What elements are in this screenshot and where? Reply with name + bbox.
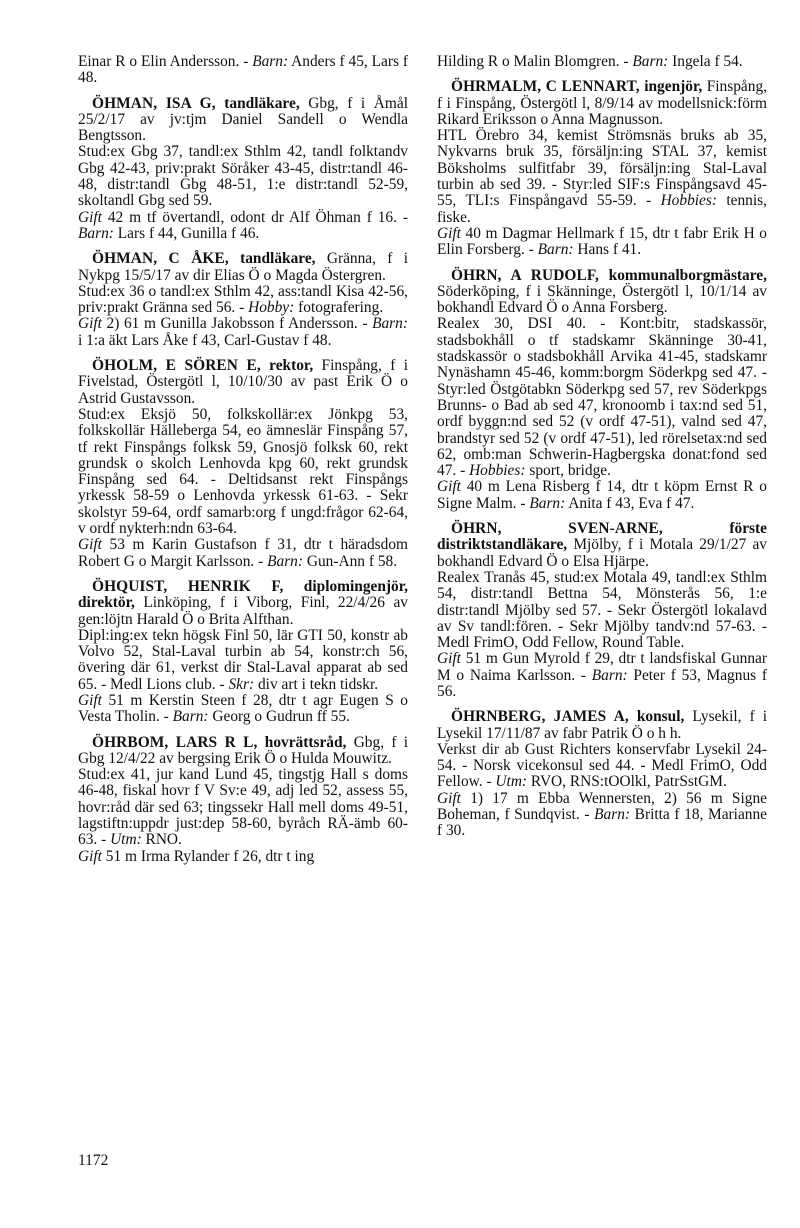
entry-intro: Mjölby, f i Motala 29/1/27 av bokhandl Edvard Ö o Elsa Hjärpe. xyxy=(437,536,767,570)
entry-intro: Gbg, f i Gbg 12/4/22 av bergsing Erik Ö o Hulda Mouwitz. xyxy=(78,733,408,767)
entry-heading xyxy=(78,358,408,407)
barn-text: Anders f 45, Lars f 48. xyxy=(78,53,408,87)
entry-heading xyxy=(437,79,767,128)
entry-title: förste distriktstandläkare, xyxy=(437,520,767,554)
entry-intro: Söderköping, f i Skänninge, Östergötl l, 10/1/14 av bokhandl Edvard Ö o Anna Forsberg. xyxy=(437,282,767,317)
entry-family xyxy=(78,849,408,865)
barn-label: Barn: xyxy=(591,666,628,684)
hobby-text: tennis, fiske. xyxy=(437,192,767,226)
gift-label: Gift xyxy=(78,847,102,865)
entry-intro: Finspång, f i Fivelstad, Östergötl l, 10/10/30 av past Erik Ö o Astrid Gustavsson. xyxy=(78,357,408,407)
entry-heading xyxy=(78,251,408,284)
entry-career: Stud:ex Eksjö 50, folkskollär:ex Jönkpg 53, folkskollär Hälleberga 54, eo ämneslär Finspång 57, tf rekt Finspångs folksk 59, Gnosjö folksk 60, rekt grundsk o skolch Lenhovda kpg 60, rekt grundsk Finspång sed 64. - Deltidsanst rekt Finspångs yrkessk 58-59 o Lenhovda yrkessk 61-63. - Sekr skolstyr 59-64, ordf samarb:org f ungd:frågor 62-64, v ordf nykterh:ndn 63-64. xyxy=(78,405,408,538)
barn-text: Peter f 53, Magnus f 56. xyxy=(437,666,767,700)
entry-intro: Lysekil, f i Lysekil 17/11/87 av fabr Patrik Ö o h h. xyxy=(437,708,768,742)
entry-career xyxy=(78,628,408,693)
entry-ohrnberg xyxy=(437,709,767,839)
entry-name: ÖHMAN, C ÅKE, xyxy=(92,250,229,268)
hobby-label: Hobbies: xyxy=(660,192,717,210)
barn-text: Gun-Ann f 58. xyxy=(303,552,398,570)
skr-text: div art i tekn tidskr. xyxy=(254,675,379,693)
entry-intro: Linköping, f i Viborg, Finl, 22/4/26 av gen:löjtn Harald Ö o Brita Alfthan. xyxy=(78,594,408,628)
entry-ohman-ake xyxy=(78,251,408,349)
entry-heading xyxy=(78,579,408,628)
gift-text: 53 m Karin Gustafson f 31, dtr t häradsdom Robert G o Margit Karlsson. - xyxy=(78,536,408,570)
hobby-text: fotografering. xyxy=(294,299,384,317)
gift-text: 51 m Irma Rylander f 26, dtr t ing xyxy=(101,847,315,865)
barn-label: Barn: xyxy=(529,494,566,512)
gift-text: 51 m Kerstin Steen f 28, dtr t agr Eugen S o Vesta Tholin. - xyxy=(78,691,408,726)
entry-family xyxy=(437,479,767,512)
gift-text: 2) 61 m Gunilla Jakobsson f Andersson. - xyxy=(101,315,373,333)
barn-text: Georg o Gudrun ff 55. xyxy=(208,708,350,726)
entry-family xyxy=(78,316,408,349)
entry-name: ÖHRN, A RUDOLF, xyxy=(451,266,599,284)
entry-career xyxy=(437,742,767,791)
barn-label: Barn: xyxy=(537,241,574,259)
entry-heading xyxy=(437,521,767,570)
entry-title: kommunalborgmästare, xyxy=(598,266,767,284)
gift-label: Gift xyxy=(437,789,461,807)
entry-career: Stud:ex Gbg 37, tandl:ex Sthlm 42, tandl folktandv Gbg 42-43, priv:prakt Söråker 43-45, distr:tandl 46-48, distr:tandl Gbg 48-51, 1:e distr:tandl 52-59, skoltandl Gbg sed 59. xyxy=(78,143,408,210)
entry-heading xyxy=(437,709,767,742)
entry-intro: Gbg, f i Åmål 25/2/17 av jv:tjm Daniel Sandell o Wendla Bengtsson. xyxy=(78,94,408,145)
gift-label: Gift xyxy=(78,536,102,554)
entry-name: ÖHOLM, E SÖREN E, xyxy=(92,357,261,375)
entry-family xyxy=(437,791,767,840)
entry-family xyxy=(78,693,408,726)
utm-text: RVO, RNS:tOOlkl, PatrSstGM. xyxy=(527,773,727,791)
entry-career xyxy=(437,316,767,479)
barn-text: Hans f 41. xyxy=(573,241,642,259)
career-text: HTL Örebro 34, kemist Strömsnäs bruks ab 35, Nykvarns bruk 35, försäljn:ing STAL 37, kemist Böksholms sulfitfabr 39, försäljn:ing Stal-Laval turbin ab sed 39. - Styr:led SIF:s Finspångsavd 45-55, TLI:s Finspångavd 55-59. - xyxy=(437,127,767,210)
entry-title: rektor, xyxy=(260,357,314,375)
entry-name: ÖHRBOM, LARS R L, xyxy=(92,733,258,751)
barn-text: Anita f 43, Eva f 47. xyxy=(565,494,695,512)
entry-title: hovrättsråd, xyxy=(257,733,347,751)
entry-career xyxy=(437,128,767,226)
gift-text: 40 m Lena Risberg f 14, dtr t köpm Ernst R o Signe Malm. - xyxy=(437,478,767,512)
gift-label: Gift xyxy=(78,691,102,709)
entry-career xyxy=(78,767,408,848)
entry-heading xyxy=(78,735,408,768)
entry-oholm xyxy=(78,358,408,570)
barn-label: Barn: xyxy=(267,552,304,570)
barn-label: Barn: xyxy=(594,806,631,824)
career-text: Stud:ex 36 o tandl:ex Sthlm 42, ass:tandl Kisa 42-56, priv:prakt Gränna sed 56. - xyxy=(78,282,408,317)
utm-label: Utm: xyxy=(495,773,528,791)
entry-name: ÖHMAN, ISA G, xyxy=(92,94,216,112)
entry-career xyxy=(78,284,408,317)
entry-text-part: Hilding R o Malin Blomgren. - xyxy=(437,53,633,70)
barn-text: Ingela f 54. xyxy=(668,53,743,70)
gift-text: 42 m tf övertandl, odont dr Alf Öhman f 16. - xyxy=(101,208,408,226)
right-column xyxy=(437,54,767,849)
barn-label: Barn: xyxy=(78,224,114,242)
entry-family xyxy=(437,651,767,700)
entry-title: tandläkare, xyxy=(228,250,316,268)
barn-label: Barn: xyxy=(632,53,669,70)
entry-text-part: Einar R o Elin Andersson. - xyxy=(78,53,253,70)
entry-family xyxy=(78,210,408,243)
gift-label: Gift xyxy=(437,650,461,668)
entry-ohrmalm xyxy=(437,79,767,258)
entry-continuation-right xyxy=(437,54,767,70)
gift-text: 51 m Gun Myrold f 29, dtr t landsfiskal Gunnar M o Naima Karlsson. - xyxy=(437,650,767,684)
hobby-label: Hobby: xyxy=(248,299,295,317)
entry-career: Realex Tranås 45, stud:ex Motala 49, tandl:ex Sthlm 54, distr:tandl Bettna 54, Mönsterås 56, 1:e distr:tandl Mjölby sed 57. - Sekr Östergötl lokalavd av Sv tandl:fören. - Sekr Mjölby tandv:nd 57-63. - Medl FrimO, Odd Fellow, Round Table. xyxy=(437,568,767,652)
career-text: Dipl:ing:ex tekn högsk Finl 50, lär GTI 50, konstr ab Volvo 52, Stal-Laval turbin ab 54, konstr:ch 56, övering där 61, verkst dir Stal-Laval apparat ab sed 65. - Medl Lions club. - xyxy=(78,626,408,693)
skr-label: Skr: xyxy=(228,675,255,693)
utm-text: RNO. xyxy=(141,831,182,849)
barn-text: i 1:a äkt Lars Åke f 43, Carl-Gustav f 48. xyxy=(78,331,332,349)
page-number: 1172 xyxy=(78,1152,109,1169)
hobby-label: Hobbies: xyxy=(469,462,526,480)
barn-label: Barn: xyxy=(252,53,289,70)
entry-heading xyxy=(78,96,408,145)
utm-label: Utm: xyxy=(110,831,142,849)
entry-name: ÖHQUIST, HENRIK F, xyxy=(92,577,284,595)
barn-text: Britta f 18, Marianne f 30. xyxy=(437,806,768,840)
gift-label: Gift xyxy=(437,478,461,496)
entry-title: tandläkare, xyxy=(215,94,300,112)
gift-text: 1) 17 m Ebba Wennersten, 2) 56 m Signe Boheman, f Sundqvist. - xyxy=(437,789,767,824)
entry-heading xyxy=(437,268,767,317)
gift-text: 40 m Dagmar Hellmark f 15, dtr t fabr Erik H o Elin Forsberg. - xyxy=(437,224,767,259)
barn-label: Barn: xyxy=(172,708,209,726)
entry-intro: Gränna, f i Nykpg 15/5/17 av dir Elias Ö o Magda Östergren. xyxy=(78,250,408,284)
entry-ohquist xyxy=(78,579,408,726)
barn-label: Barn: xyxy=(372,315,408,333)
entry-ohman-isa xyxy=(78,96,408,243)
entry-ohrn-svenarne xyxy=(437,521,767,700)
entry-name: ÖHRMALM, C LENNART, xyxy=(451,78,640,96)
career-text: Realex 30, DSI 40. - Kont:bitr, stadskassör, stadsbokhåll o tf stadskamr Skänninge 30-41, stadskassör o stadsbokhåll Arvika 41-45, stadskamr Nynäshamn 45-46, komm:borgm Söderkpg sed 47. - Styr:led Östgötabkn Söderkpg sed 57, rev Söderkpgs Brunns- o Bad ab sed 47, kronoomb i tax:nd sed 51, ordf byggn:nd sed 52 (v ordf 47-51), valnd sed 47, brandstyr sed 52 (v ordf 47-51), led rörelsetax:nd sed 62, omb:man Schwerin-Hagbergska donat:fond sed 47. - xyxy=(437,315,767,480)
entry-text xyxy=(78,54,408,87)
entry-ohrbom xyxy=(78,735,408,865)
entry-title: diplomingenjör, direktör, xyxy=(78,577,408,612)
entry-text xyxy=(437,54,767,70)
entry-name: ÖHRN, SVEN-ARNE, xyxy=(451,520,663,538)
gift-label: Gift xyxy=(78,208,102,226)
entry-name: ÖHRNBERG, JAMES A, xyxy=(451,708,629,726)
barn-text: Lars f 44, Gunilla f 46. xyxy=(113,224,260,242)
career-text: Stud:ex 41, jur kand Lund 45, tingstjg Hall s doms 46-48, fiskal hovr f V Sv:e 49, adj led 52, assess 55, hovr:råd där sed 63; tingssekr Hall mell doms 49-51, lagstiftn:uppdr just:dep 58-60, byråch RÄ-ämb 60-63. - xyxy=(78,766,408,849)
career-text: Verkst dir ab Gust Richters konservfabr Lysekil 24-54. - Norsk vicekonsul sed 44. - Medl FrimO, Odd Fellow. - xyxy=(437,740,767,791)
gift-label: Gift xyxy=(437,224,461,242)
gift-label: Gift xyxy=(78,315,102,333)
left-column xyxy=(78,54,408,874)
entry-title: ingenjör, xyxy=(639,78,703,96)
entry-ohrn-rudolf xyxy=(437,268,767,512)
hobby-text: sport, bridge. xyxy=(525,462,611,480)
entry-title: konsul, xyxy=(628,708,685,726)
entry-continuation-left xyxy=(78,54,408,87)
entry-family xyxy=(78,537,408,570)
entry-intro: Finspång, f i Finspång, Östergötl l, 8/9/14 av modellsnick:förm Rikard Eriksson o Anna Magnusson. xyxy=(437,78,767,128)
entry-family xyxy=(437,226,767,259)
